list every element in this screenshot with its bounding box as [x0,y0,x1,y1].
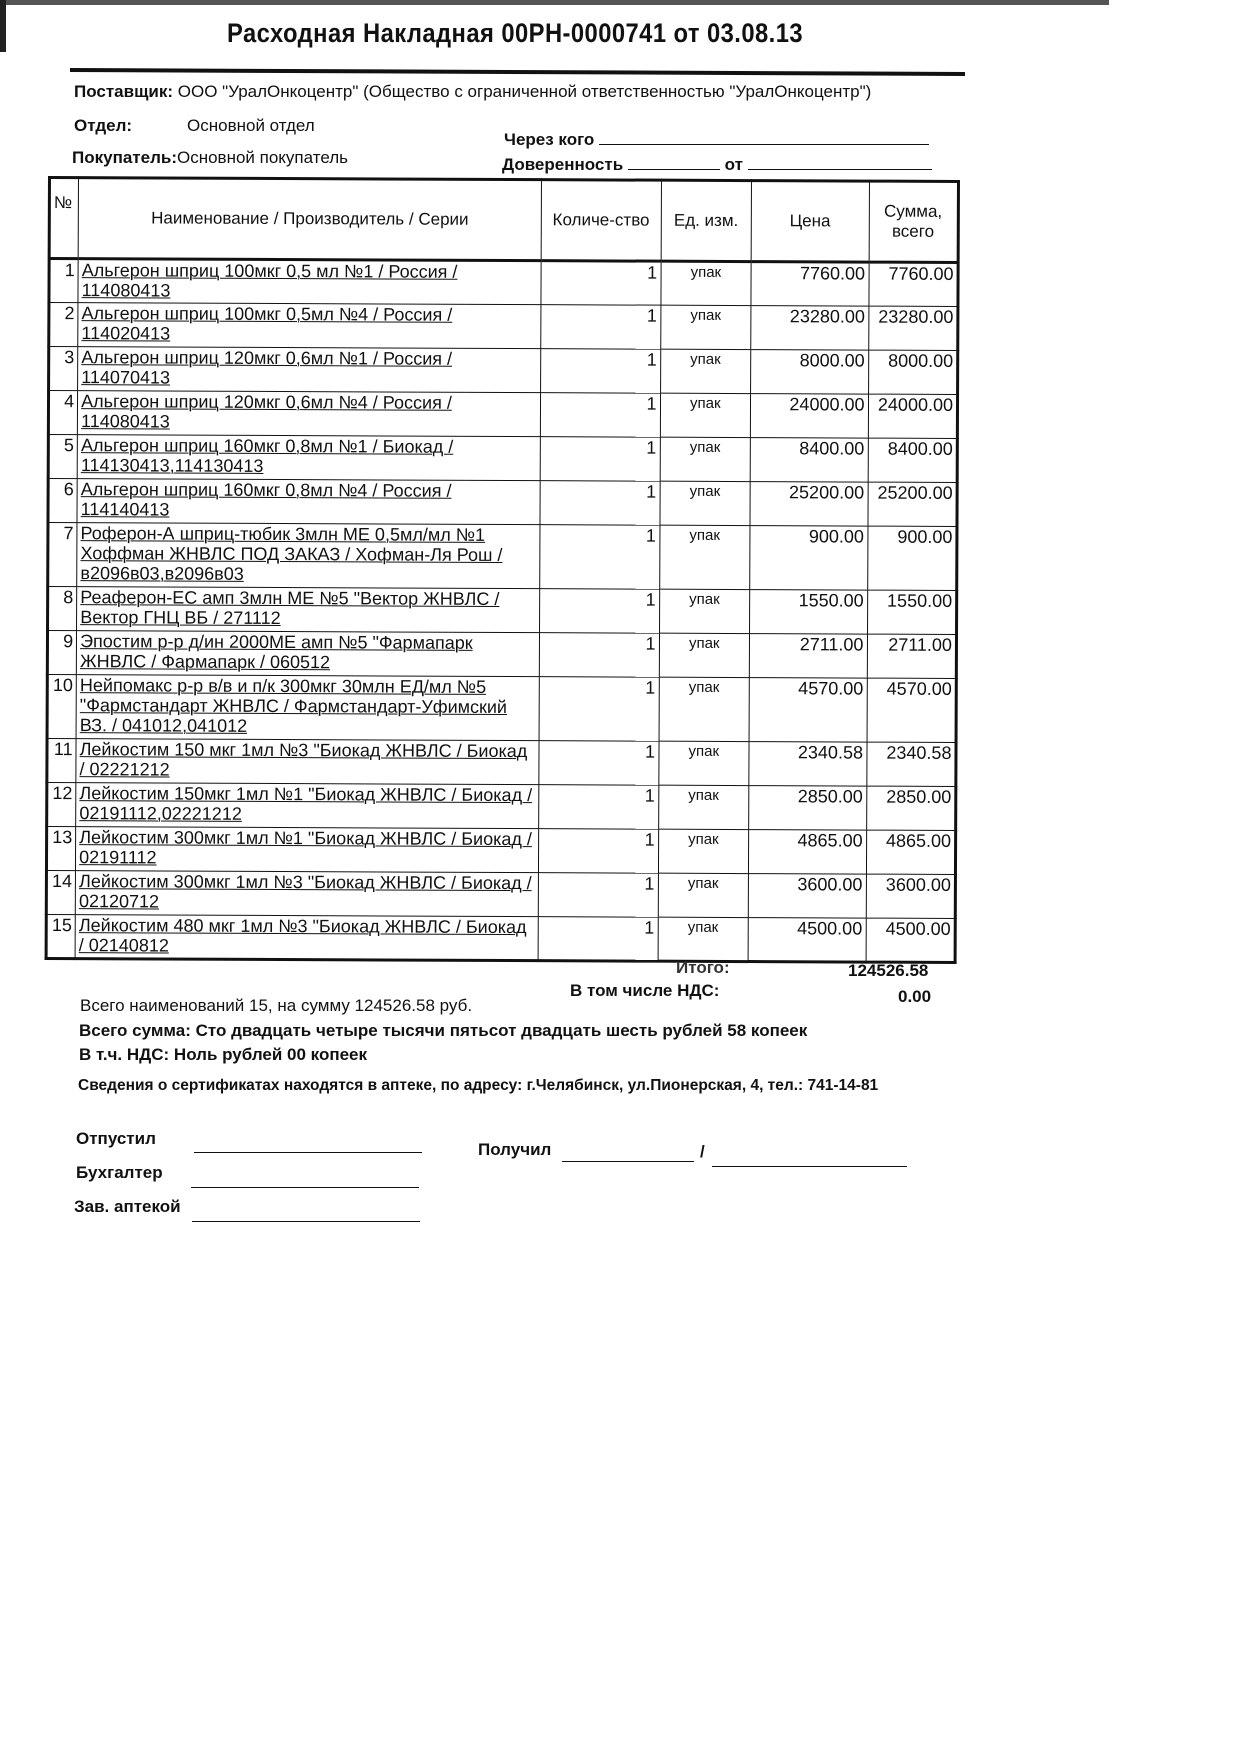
item-sum: 3600.00 [866,874,956,918]
item-sum: 2850.00 [866,786,956,830]
item-sum: 4865.00 [866,830,956,874]
item-name: Альгерон шприц 160мкг 0,8мл №1 / Биокад / 114130413,114130413 [77,435,540,481]
table-row [47,631,956,679]
table-row [47,783,956,831]
item-name: Реаферон-ЕС амп 3млн МЕ №5 "Вектор ЖНВЛС / Вектор ГНЦ ВБ / 271112 [77,587,540,633]
item-unit: упак [660,261,751,305]
buyer-label: Покупатель: [72,148,177,167]
buyer-value: Основной покупатель [176,148,348,167]
pharmacy-head-label: Зав. аптекой [74,1197,181,1216]
item-sum: 2711.00 [867,634,957,678]
col-header-price: Цена [751,181,869,263]
item-name: Эпостим р-р д/ин 2000МЕ амп №5 "Фармапарк ЖНВЛС / Фармапарк / 060512 [76,631,539,677]
item-price: 900.00 [750,526,868,591]
table-row [48,435,957,483]
power-of-attorney-row [502,155,932,175]
item-name: Лейкостим 300мкг 1мл №1 "Биокад ЖНВЛС / Биокад / 02191112 [76,827,539,873]
item-quantity: 1 [540,437,660,482]
item-name: Лейкостим 150мкг 1мл №1 "Биокад ЖНВЛС / Биокад / 02191112,02221212 [76,783,539,829]
item-unit: упак [658,741,749,785]
item-name: Лейкостим 300мкг 1мл №3 "Биокад ЖНВЛС / Биокад / 02120712 [75,871,538,917]
item-quantity: 1 [540,481,660,526]
item-name: Альгерон шприц 100мкг 0,5 мл №1 / Россия / 114080413 [78,259,541,305]
pharmacy-head-signature-line[interactable] [192,1220,420,1222]
item-name: Роферон-А шприц-тюбик 3млн МЕ 0,5мл/мл №1 Хоффман ЖНВЛС ПОД ЗАКАЗ / Хофман-Ля Рош / в2096в03,в2096в03 [77,523,540,589]
certificates-note: Сведения о сертификатах находятся в аптеке, по адресу: г.Челябинск, ул.Пионерская, 4, тел.: 741-14-81 [78,1077,879,1094]
item-price: 4865.00 [748,830,866,875]
from-label: от [724,155,743,174]
item-unit: упак [660,305,751,349]
table-row [46,870,955,918]
table-row [47,739,956,787]
received-name-line[interactable] [712,1165,907,1167]
item-quantity: 1 [540,393,660,438]
scan-edge-left [0,0,6,52]
item-price: 3600.00 [748,874,866,919]
item-quantity: 1 [539,633,659,678]
table-row [48,587,957,635]
supplier-row [74,82,871,102]
item-name: Нейпомакс р-р в/в и п/к 300мкг 30млн ЕД/мл №5 "Фармстандарт ЖНВЛС / Фармстандарт-Уфимский ВЗ. / 041012,041012 [76,675,539,741]
item-sum: 4570.00 [867,678,957,742]
item-sum: 7760.00 [868,262,958,306]
table-row [48,391,957,439]
row-number: 11 [47,739,76,783]
supplier-label: Поставщик: [74,82,174,101]
row-number: 7 [48,523,77,587]
item-unit: упак [659,589,750,633]
department-label: Отдел: [74,116,133,135]
department-value: Основной отдел [187,116,315,135]
table-row [49,259,958,307]
item-name: Лейкостим 150 мкг 1мл №3 "Биокад ЖНВЛС / Биокад / 02221212 [76,739,539,785]
received-label: Получил [478,1140,552,1159]
item-quantity: 1 [541,305,661,350]
item-quantity: 1 [539,589,659,634]
accountant-label: Бухгалтер [76,1163,163,1182]
row-number: 9 [47,631,76,675]
item-name: Альгерон шприц 120мкг 0,6мл №4 / Россия / 114080413 [78,391,541,437]
department-row [74,116,315,136]
row-number: 6 [48,479,77,523]
total-value: 124526.58 [848,961,929,980]
item-sum: 23280.00 [868,306,958,350]
items-summary: Всего наименований 15, на сумму 124526.58 руб. [80,996,473,1015]
item-price: 7760.00 [751,262,869,307]
row-number: 13 [46,827,75,871]
table-row [47,675,956,743]
item-price: 8400.00 [750,438,868,483]
row-number: 10 [47,675,76,739]
power-of-attorney-field[interactable] [628,155,720,170]
item-unit: упак [659,677,750,741]
buyer-row [72,148,348,168]
via-label: Через кого [504,130,595,149]
col-header-quantity: Количе-ство [541,180,661,262]
item-sum: 25200.00 [867,482,957,526]
via-field[interactable] [599,130,929,145]
item-price: 1550.00 [750,590,868,635]
item-quantity: 1 [539,677,659,742]
released-label: Отпустил [76,1129,156,1148]
item-price: 23280.00 [751,306,869,351]
table-row [46,914,955,962]
item-unit: упак [660,481,751,525]
invoice-table [45,176,960,964]
item-sum: 4500.00 [866,918,956,962]
col-header-name: Наименование / Производитель / Серии [78,178,541,261]
sum-in-words: Всего сумма: Сто двадцать четыре тысячи пятьсот двадцать шесть рублей 58 копеек [79,1021,808,1040]
item-quantity: 1 [540,349,660,394]
vat-in-words: В т.ч. НДС: Ноль рублей 00 копеек [79,1045,368,1064]
item-quantity: 1 [540,525,660,590]
table-row [48,523,957,591]
table-row [48,479,957,527]
item-name: Альгерон шприц 160мкг 0,8мл №4 / Россия / 114140413 [77,479,540,525]
item-sum: 900.00 [867,526,957,590]
item-name: Лейкостим 480 мкг 1мл №3 "Биокад ЖНВЛС / Биокад / 02140812 [75,915,538,961]
vat-label: В том числе НДС: [570,981,720,1000]
table-header-row [49,178,958,263]
power-of-attorney-label: Доверенность [502,155,624,174]
item-price: 24000.00 [750,394,868,439]
item-sum: 24000.00 [868,394,958,438]
item-name: Альгерон шприц 120мкг 0,6мл №1 / Россия / 114070413 [78,347,541,393]
accountant-signature-line[interactable] [191,1186,419,1188]
item-price: 2711.00 [749,634,867,679]
item-price: 25200.00 [750,482,868,527]
item-unit: упак [658,829,749,873]
document-title: Расходная Накладная 00РН-0000741 от 03.08.13 [226,18,804,48]
received-signature-line[interactable] [562,1160,694,1162]
col-header-sum: Сумма, всего [869,181,959,262]
table-row [49,347,958,395]
item-sum: 8000.00 [868,350,958,394]
released-signature-line[interactable] [194,1151,422,1153]
vat-value: 0.00 [898,987,932,1006]
item-sum: 8400.00 [868,438,958,482]
row-number: 3 [49,347,78,391]
table-row [49,303,958,351]
item-unit: упак [659,525,750,589]
row-number: 8 [48,587,77,631]
row-number: 5 [48,435,77,479]
item-unit: упак [658,917,749,961]
row-number: 2 [49,303,78,347]
via-row [504,130,929,150]
row-number: 4 [48,391,77,435]
row-number: 15 [46,914,75,958]
item-name: Альгерон шприц 100мкг 0,5мл №4 / Россия / 114020413 [78,303,541,349]
item-quantity: 1 [538,829,658,874]
item-price: 8000.00 [751,350,869,395]
col-header-unit: Ед. изм. [661,180,752,261]
item-unit: упак [658,873,749,917]
received-separator: / [700,1142,705,1161]
item-price: 4570.00 [749,678,867,743]
item-unit: упак [660,437,751,481]
item-quantity: 1 [538,917,658,962]
scan-edge-top [0,0,1109,5]
row-number: 1 [49,259,78,303]
item-sum: 1550.00 [867,590,957,634]
item-quantity: 1 [538,873,658,918]
supplier-value: ООО "УралОнкоцентр" (Общество с ограниченной ответственностью "УралОнкоцентр") [177,82,872,101]
item-sum: 2340.58 [866,742,956,786]
item-unit: упак [659,633,750,677]
item-unit: упак [660,349,751,393]
table-row [46,827,955,875]
item-quantity: 1 [539,785,659,830]
item-price: 2850.00 [749,786,867,831]
from-date-field[interactable] [748,155,932,170]
item-unit: упак [658,785,749,829]
row-number: 14 [46,870,75,914]
item-price: 4500.00 [748,918,866,963]
total-label: Итого: [676,958,730,977]
item-unit: упак [660,393,751,437]
item-price: 2340.58 [749,742,867,787]
col-header-number: № [49,178,78,259]
row-number: 12 [47,783,76,827]
item-quantity: 1 [541,261,661,306]
item-quantity: 1 [539,741,659,786]
title-rule [70,68,965,76]
